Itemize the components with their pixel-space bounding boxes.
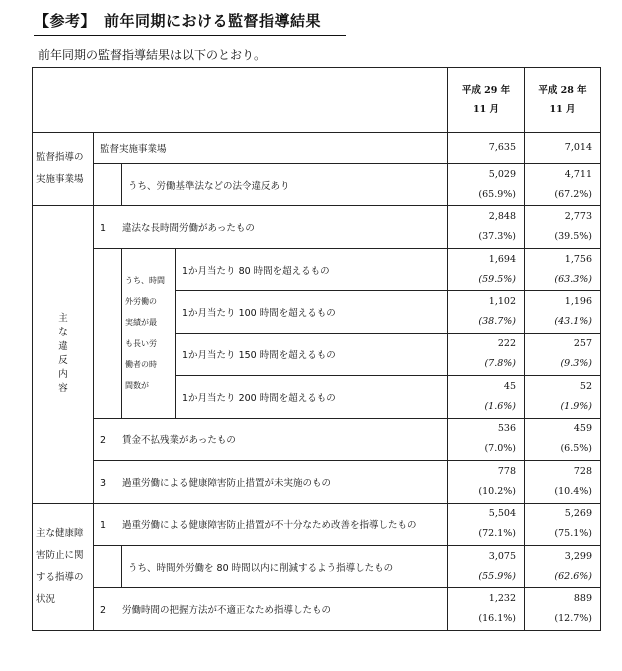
table-row bbox=[33, 461, 601, 503]
lead-text: 前年同期の監督指導結果は以下のとおり。 bbox=[38, 48, 267, 62]
value-previous: 257 (9.3%) bbox=[525, 333, 601, 375]
table-row bbox=[33, 132, 601, 163]
indent-spacer bbox=[94, 545, 122, 587]
header-blank-cell bbox=[33, 68, 448, 133]
value-previous: 459 (6.5%) bbox=[525, 418, 601, 460]
row-label: 1か月当たり 150 時間を超えるもの bbox=[176, 333, 448, 375]
value-current: 1,694 (59.5%) bbox=[448, 248, 525, 290]
value-current: 5,504 (72.1%) bbox=[448, 503, 525, 545]
row-label: 1 違法な長時間労働があったもの bbox=[94, 206, 448, 248]
value-current: 1,102 (38.7%) bbox=[448, 291, 525, 333]
value-previous: 889 (12.7%) bbox=[525, 588, 601, 631]
group-label-guidance: 主な健康障 害防止に関 する指導の 状況 bbox=[33, 503, 94, 630]
value-previous: 4,711 (67.2%) bbox=[525, 164, 601, 206]
value-previous: 3,299 (62.6%) bbox=[525, 545, 601, 587]
row-label: 監督実施事業場 bbox=[94, 132, 448, 163]
table-row bbox=[33, 503, 601, 545]
row-label: 2 労働時間の把握方法が不適正なため指導したもの bbox=[94, 588, 448, 631]
value-current: 536 (7.0%) bbox=[448, 418, 525, 460]
table-row bbox=[33, 588, 601, 631]
indent-spacer bbox=[94, 248, 122, 418]
table-row bbox=[33, 206, 601, 248]
row-label: 3 過重労働による健康障害防止措置が未実施のもの bbox=[94, 461, 448, 503]
table-row bbox=[33, 418, 601, 460]
value-current: 5,029 (65.9%) bbox=[448, 164, 525, 206]
subgroup-label-overtime: うち、時間 外労働の 実績が最 も長い労 働者の時 間数が bbox=[122, 248, 176, 418]
col-header-current bbox=[448, 68, 525, 133]
header-row bbox=[33, 68, 601, 133]
value-current: 1,232 (16.1%) bbox=[448, 588, 525, 631]
value-current: 45 (1.6%) bbox=[448, 376, 525, 418]
value-current: 3,075 (55.9%) bbox=[448, 545, 525, 587]
col-header-previous bbox=[525, 68, 601, 133]
col-header-previous-month: 11 月 bbox=[549, 103, 576, 115]
group-label-violations: 主 な 違 反 内 容 bbox=[33, 206, 94, 503]
row-label: 1か月当たり 80 時間を超えるもの bbox=[176, 248, 448, 290]
row-label: うち、時間外労働を 80 時間以内に削減するよう指導したもの bbox=[122, 545, 448, 587]
table-row bbox=[33, 545, 601, 587]
value-current: 7,635 bbox=[448, 132, 525, 163]
value-previous: 1,196 (43.1%) bbox=[525, 291, 601, 333]
row-label: 1か月当たり 200 時間を超えるもの bbox=[176, 376, 448, 418]
heading-text: 【参考】 前年同期における監督指導結果 bbox=[34, 12, 322, 30]
table-row bbox=[33, 164, 601, 206]
value-previous: 52 (1.9%) bbox=[525, 376, 601, 418]
inspection-results-table bbox=[32, 67, 601, 631]
col-header-current-year: 平成 29 年 bbox=[461, 84, 511, 96]
row-label: 1か月当たり 100 時間を超えるもの bbox=[176, 291, 448, 333]
value-previous: 7,014 bbox=[525, 132, 601, 163]
table-row bbox=[33, 248, 601, 290]
value-previous: 2,773 (39.5%) bbox=[525, 206, 601, 248]
value-previous: 5,269 (75.1%) bbox=[525, 503, 601, 545]
value-current: 222 (7.8%) bbox=[448, 333, 525, 375]
value-current: 2,848 (37.3%) bbox=[448, 206, 525, 248]
value-previous: 1,756 (63.3%) bbox=[525, 248, 601, 290]
value-previous: 728 (10.4%) bbox=[525, 461, 601, 503]
row-label: 2 賃金不払残業があったもの bbox=[94, 418, 448, 460]
value-current: 778 (10.2%) bbox=[448, 461, 525, 503]
heading-underline bbox=[34, 35, 346, 36]
row-label: うち、労働基準法などの法令違反あり bbox=[122, 164, 448, 206]
row-label: 1 過重労働による健康障害防止措置が不十分なため改善を指導したもの bbox=[94, 503, 448, 545]
group-label-inspected: 監督指導の 実施事業場 bbox=[33, 132, 94, 206]
col-header-previous-year: 平成 28 年 bbox=[538, 84, 587, 96]
col-header-current-month: 11 月 bbox=[472, 103, 500, 115]
page-heading bbox=[34, 10, 346, 36]
indent-spacer bbox=[94, 164, 122, 206]
